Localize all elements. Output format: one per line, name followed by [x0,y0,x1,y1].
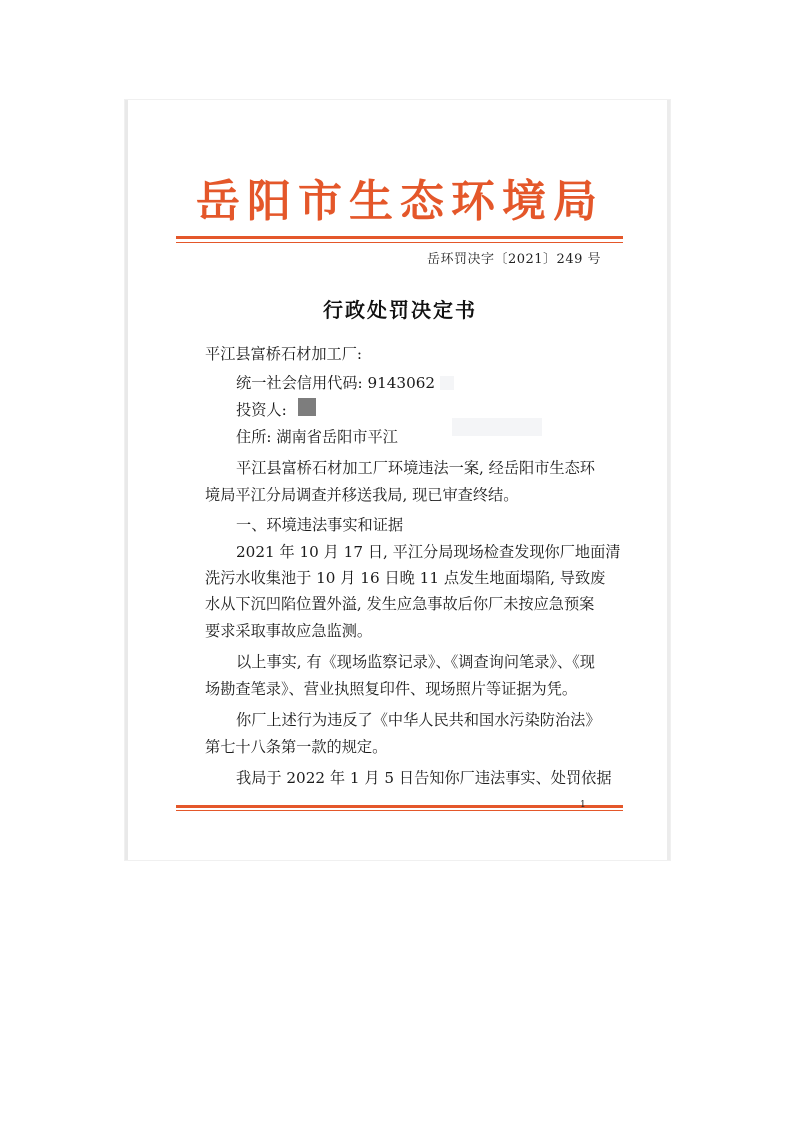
agency-letterhead: 岳阳市生态环境局 [196,176,604,227]
scan-edge [667,100,670,860]
scan-edge [125,100,128,860]
recipient-line: 平江县富桥石材加工厂: [205,345,362,363]
address-line: 住所: 湖南省岳阳市平江 [236,428,398,446]
investor-line: 投资人: [236,401,287,419]
paragraph-line: 我局于 2022 年 1 月 5 日告知你厂违法事实、处罚依据 [236,769,612,787]
faint-redaction [440,376,454,390]
paragraph-line: 水从下沉凹陷位置外溢, 发生应急事故后你厂未按应急预案 [205,595,595,613]
paragraph-line: 2021 年 10 月 17 日, 平江分局现场检查发现你厂地面清 [236,543,621,561]
section-heading: 一、环境违法事实和证据 [236,516,404,534]
page-number: 1 [580,800,586,810]
footer-rule [176,805,623,808]
credit-code-line: 统一社会信用代码: 9143062 [236,374,436,392]
paragraph-line: 洗污水收集池于 10 月 16 日晚 11 点发生地面塌陷, 导致废 [205,569,606,587]
letterhead-rule-thin [176,242,623,243]
paragraph-line: 场勘查笔录》、营业执照复印件、现场照片等证据为凭。 [205,680,578,698]
paragraph-line: 境局平江分局调查并移送我局, 现已审查终结。 [205,486,519,504]
paragraph-line: 你厂上述行为违反了《中华人民共和国水污染防治法》 [236,711,601,729]
footer-rule-thin [176,810,623,811]
paragraph-line: 平江县富桥石材加工厂环境违法一案, 经岳阳市生态环 [236,459,595,477]
redaction-block [298,398,316,416]
document-title: 行政处罚决定书 [323,298,477,322]
paragraph-line: 要求采取事故应急监测。 [205,622,373,640]
paragraph-line: 以上事实, 有《现场监察记录》、《调查询问笔录》、《现 [236,653,595,671]
letterhead-rule [176,236,623,239]
document-number: 岳环罚决字〔2021〕249 号 [426,252,601,267]
paragraph-line: 第七十八条第一款的规定。 [205,738,388,756]
faint-redaction [452,418,542,436]
